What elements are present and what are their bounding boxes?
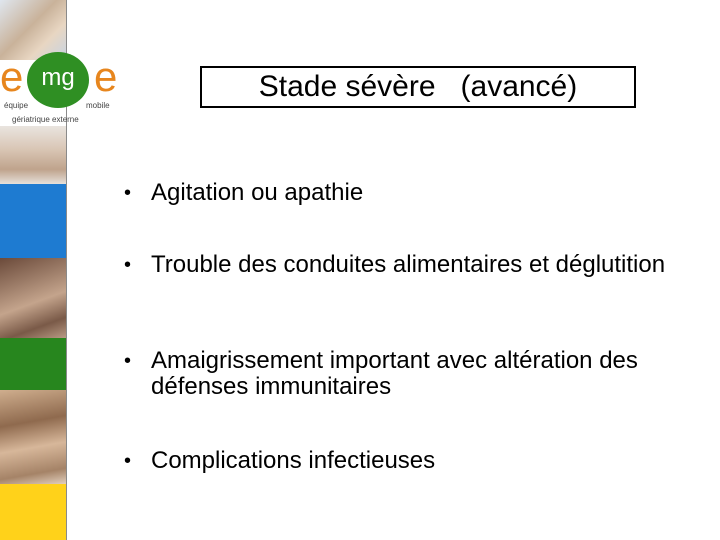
bullet-marker: • [124, 450, 132, 472]
slide-title-box [200, 66, 636, 108]
emge-logo [0, 48, 130, 128]
slide-title: Stade sévère (avancé) [258, 70, 578, 103]
blue-color-band [0, 184, 66, 258]
bullet-marker: • [124, 254, 132, 276]
elderly-patient-photo [0, 258, 66, 338]
bullet-text: Agitation ou apathie [151, 179, 364, 206]
logo-subtitle-line1 [4, 101, 110, 110]
logo-subtitle-line2: gériatrique externe [12, 115, 79, 124]
logo-letter-right: e [94, 53, 118, 100]
green-color-band [0, 338, 66, 390]
bullet-text: Trouble des conduites alimentaires et déglutition [151, 251, 666, 278]
bullet-marker: • [124, 350, 132, 372]
logo-subtitle-left: équipe [4, 101, 29, 110]
family-photo [0, 390, 66, 484]
bullet-text: Amaigrissement important avec altération des défenses immunitaires [151, 347, 638, 400]
bullet-text: Complications infectieuses [151, 447, 436, 474]
logo-subtitle-right: mobile [86, 101, 110, 110]
logo-letter-left: e [0, 53, 24, 100]
caregiver-photo [0, 126, 66, 184]
bullet-marker: • [124, 182, 132, 204]
logo-green-circle [27, 52, 89, 108]
logo-center-text: mg [41, 64, 75, 91]
yellow-color-band [0, 484, 66, 540]
